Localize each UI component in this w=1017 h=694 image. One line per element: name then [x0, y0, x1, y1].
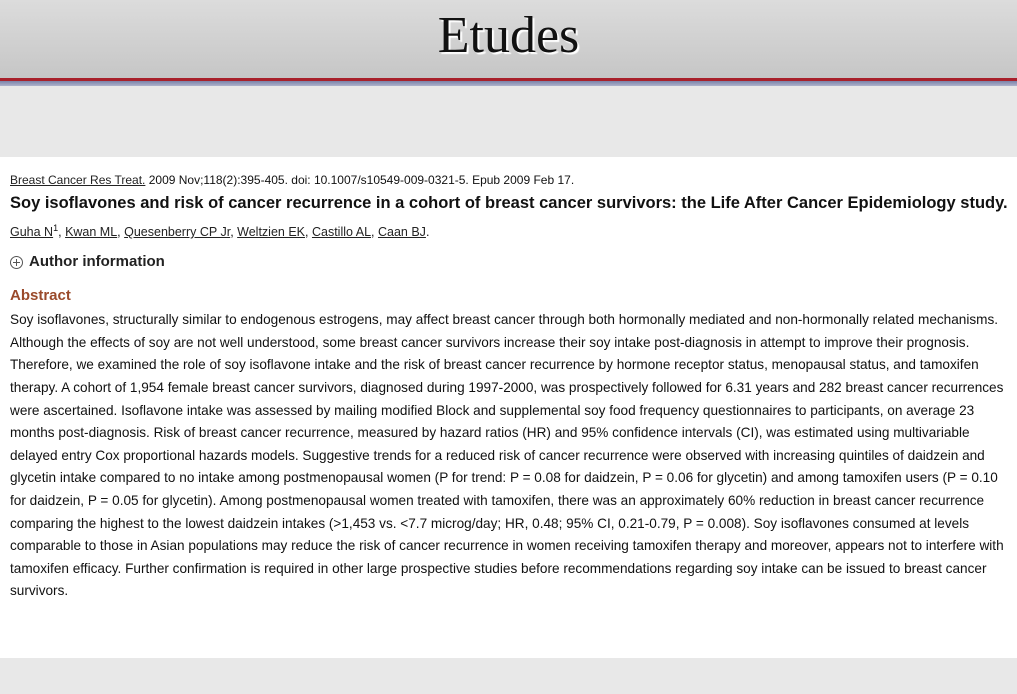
author-list	[10, 220, 1010, 241]
article-content	[10, 172, 1010, 603]
author-separator: ,	[230, 225, 238, 240]
author-link[interactable]: Castillo AL	[311, 225, 372, 240]
slide-title-bar	[0, 0, 1017, 78]
affiliation-superscript: 1	[53, 223, 59, 233]
author-information-label: Author information	[29, 253, 165, 271]
citation-details: 2009 Nov;118(2):395-405. doi: 10.1007/s10549-009-0321-5. Epub 2009 Feb 17.	[145, 173, 575, 187]
journal-link[interactable]: Breast Cancer Res Treat.	[10, 173, 146, 187]
author-list-end: .	[425, 225, 430, 240]
author-information-toggle[interactable]	[10, 253, 1010, 271]
article-title: Soy isoflavones and risk of cancer recurrence in a cohort of breast cancer survivors: the Life After Cancer Epidemiology study.	[10, 194, 1008, 212]
author-link[interactable]: Kwan ML	[65, 225, 118, 240]
author-separator: ,	[371, 225, 378, 240]
author-separator: ,	[305, 225, 312, 240]
author-link[interactable]: Guha N	[10, 225, 54, 240]
title-divider-blue	[0, 81, 1017, 86]
slide-title: Etudes	[437, 7, 580, 64]
citation-line	[10, 172, 1010, 188]
author-link[interactable]: Quesenberry CP Jr	[124, 225, 231, 240]
author-separator: ,	[117, 225, 125, 240]
author-link[interactable]: Caan BJ	[377, 225, 426, 240]
abstract-text: Soy isoflavones, structurally similar to endogenous estrogens, may affect breast cancer through both hormonally mediated and non-hormonally related mechanisms. Although the effects of soy are not well understood, some breast cancer survivors increase their soy intake post-diagnosis in attempt to improve their prognosis. Therefore, we examined the role of soy isoflavone intake and the risk of breast cancer recurrence by hormone receptor status, menopausal status, and tamoxifen therapy. A cohort of 1,954 female breast cancer survivors, diagnosed during 1997-2000, was prospectively followed for 6.31 years and 282 breast cancer recurrences were ascertained. Isoflavone intake was assessed by mailing modified Block and supplemental soy food frequency questionnaires to participants, on average 23 months post-diagnosis. Risk of breast cancer recurrence, measured by hazard ratios (HR) and 95% confidence intervals (CI), was estimated using multivariable delayed entry Cox proportional hazards models. Suggestive trends for a reduced risk of cancer recurrence were observed with increasing quintiles of daidzein and glycetin intake compared to no intake among postmenopausal women (P for trend: P = 0.08 for daidzein, P = 0.06 for glycetin) and among tamoxifen users (P = 0.10 for daidzein, P = 0.05 for glycetin). Among postmenopausal women treated with tamoxifen, there was an approximately 60% reduction in breast cancer recurrence comparing the highest to the lowest daidzein intakes (>1,453 vs. <7.7 microg/day; HR, 0.48; 95% CI, 0.21-0.79, P = 0.008). Soy isoflavones consumed at levels comparable to those in Asian populations may reduce the risk of cancer recurrence in women receiving tamoxifen therapy and moreover, appears not to interfere with tamoxifen efficacy. Further confirmation is required in other large prospective studies before recommendations regarding soy intake can be issued to breast cancer survivors.	[10, 312, 1004, 599]
abstract-heading: Abstract	[10, 287, 71, 305]
author-link[interactable]: Weltzien EK	[237, 225, 306, 240]
expand-plus-icon[interactable]	[10, 256, 23, 269]
author-separator: ,	[58, 225, 66, 240]
